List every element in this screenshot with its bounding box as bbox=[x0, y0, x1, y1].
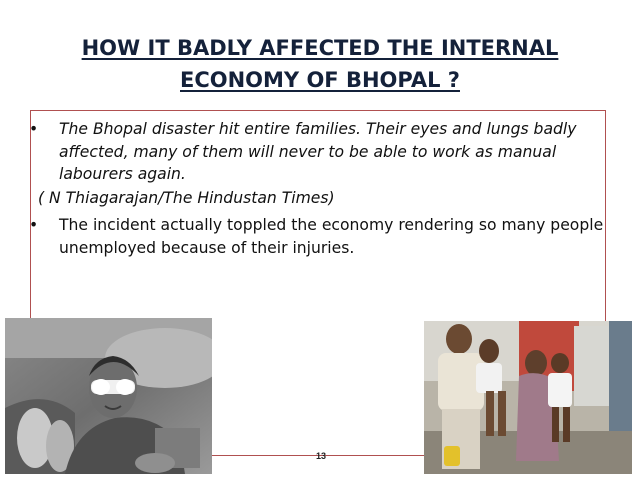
injured-man-image bbox=[5, 318, 212, 474]
bullet-list bbox=[26, 118, 612, 259]
bullet-item-1 bbox=[26, 118, 612, 186]
bullet-marker: • bbox=[29, 216, 39, 234]
title-line-2: ECONOMY OF BHOPAL ? bbox=[180, 68, 460, 92]
page-number: 13 bbox=[315, 451, 326, 461]
bullet-marker: • bbox=[29, 120, 39, 138]
family-group-image bbox=[424, 321, 632, 474]
title-line-1: HOW IT BADLY AFFECTED THE INTERNAL bbox=[81, 36, 559, 60]
injured-man-photo bbox=[5, 318, 212, 474]
bullet-item-2 bbox=[26, 214, 612, 259]
bullet-2-text: The incident actually toppled the economy rendering so many people unemployed because of their injuries. bbox=[59, 216, 604, 257]
family-group-photo bbox=[424, 321, 632, 474]
bullet-1-text: The Bhopal disaster hit entire families. Their eyes and lungs badly affected, many of them will never to be able to work as manual labourers again. bbox=[59, 120, 577, 183]
source-citation: ( N Thiagarajan/The Hindustan Times) bbox=[38, 188, 335, 207]
slide-title bbox=[40, 32, 600, 96]
